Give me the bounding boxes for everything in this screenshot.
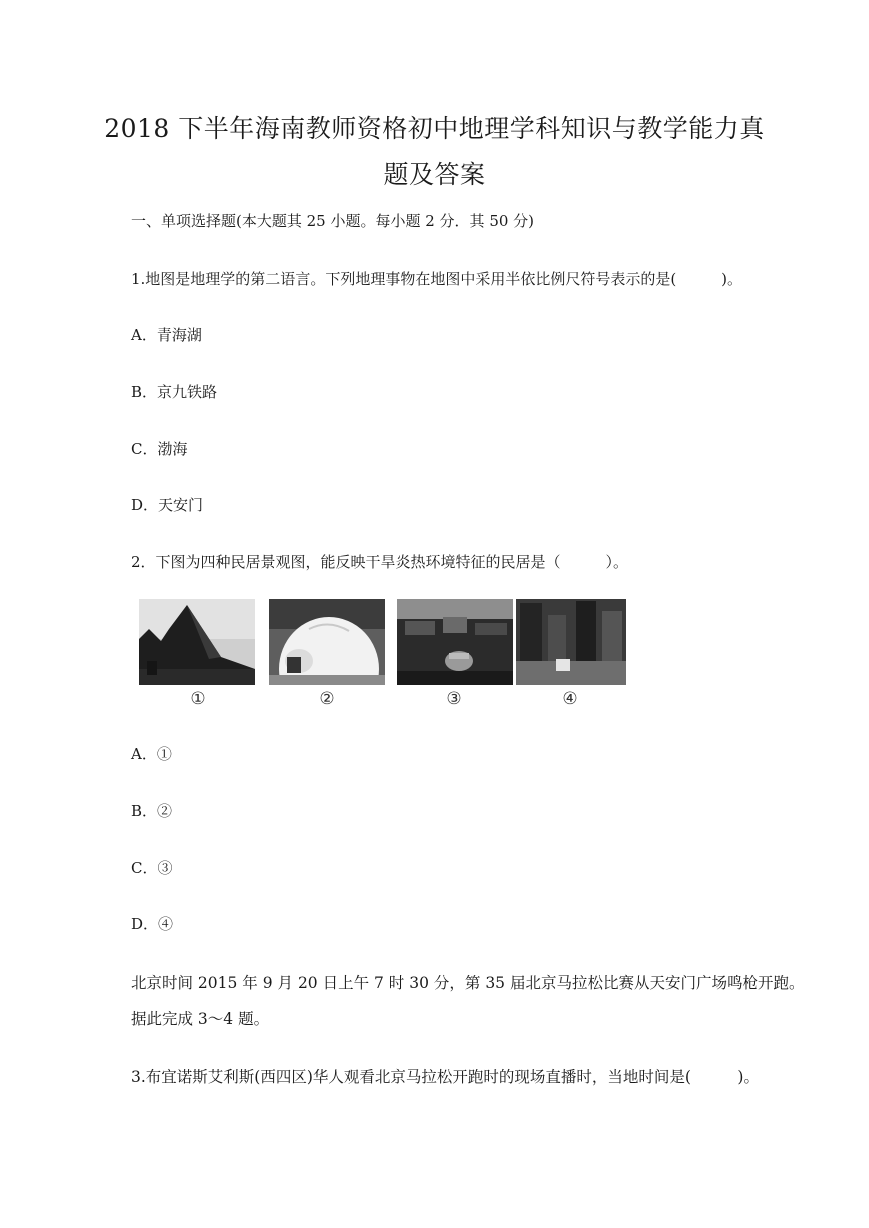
figure-label-3: ③ bbox=[446, 689, 462, 709]
stone-tower-photo bbox=[516, 599, 626, 685]
question-1-option-a: A．青海湖 bbox=[131, 326, 202, 344]
figure-label-4: ④ bbox=[562, 689, 578, 709]
question-2-option-a: A．① bbox=[131, 745, 172, 763]
question-1-option-c: C．渤海 bbox=[131, 440, 188, 458]
page-title-line-2: 题及答案 bbox=[383, 160, 486, 189]
question-2-option-d: D．④ bbox=[131, 915, 174, 933]
question-1-stem: 1.地图是地理学的第二语言。下列地理事物在地图中采用半依比例尺符号表示的是( )。 bbox=[131, 270, 743, 288]
question-2-option-b: B．② bbox=[131, 802, 173, 820]
passage-line-2: 据此完成 3～4 题。 bbox=[131, 1010, 270, 1028]
pyramid-photo bbox=[139, 599, 255, 685]
figure-label-1: ① bbox=[190, 689, 206, 709]
figure-label-2: ② bbox=[319, 689, 335, 709]
question-1-option-b: B．京九铁路 bbox=[131, 383, 218, 401]
question-3-stem: 3.布宜诺斯艾利斯(西四区)华人观看北京马拉松开跑时的现场直播时，当地时间是( )。 bbox=[131, 1068, 759, 1086]
dwelling-photos-figure bbox=[139, 599, 629, 714]
question-1-option-d: D．天安门 bbox=[131, 496, 204, 514]
page-title-line-1: 2018 下半年海南教师资格初中地理学科知识与教学能力真 bbox=[104, 114, 765, 143]
village-photo bbox=[397, 599, 513, 685]
igloo-photo bbox=[269, 599, 385, 685]
section-heading: 一、单项选择题(本大题其 25 小题。每小题 2 分．其 50 分) bbox=[131, 212, 535, 230]
question-2-option-c: C．③ bbox=[131, 859, 173, 877]
passage-line-1: 北京时间 2015 年 9 月 20 日上午 7 时 30 分，第 35 届北京马拉松比赛从天安门广场鸣枪开跑。 bbox=[131, 974, 805, 992]
question-2-stem: 2．下图为四种民居景观图，能反映干旱炎热环境特征的民居是（ ）。 bbox=[131, 553, 629, 571]
